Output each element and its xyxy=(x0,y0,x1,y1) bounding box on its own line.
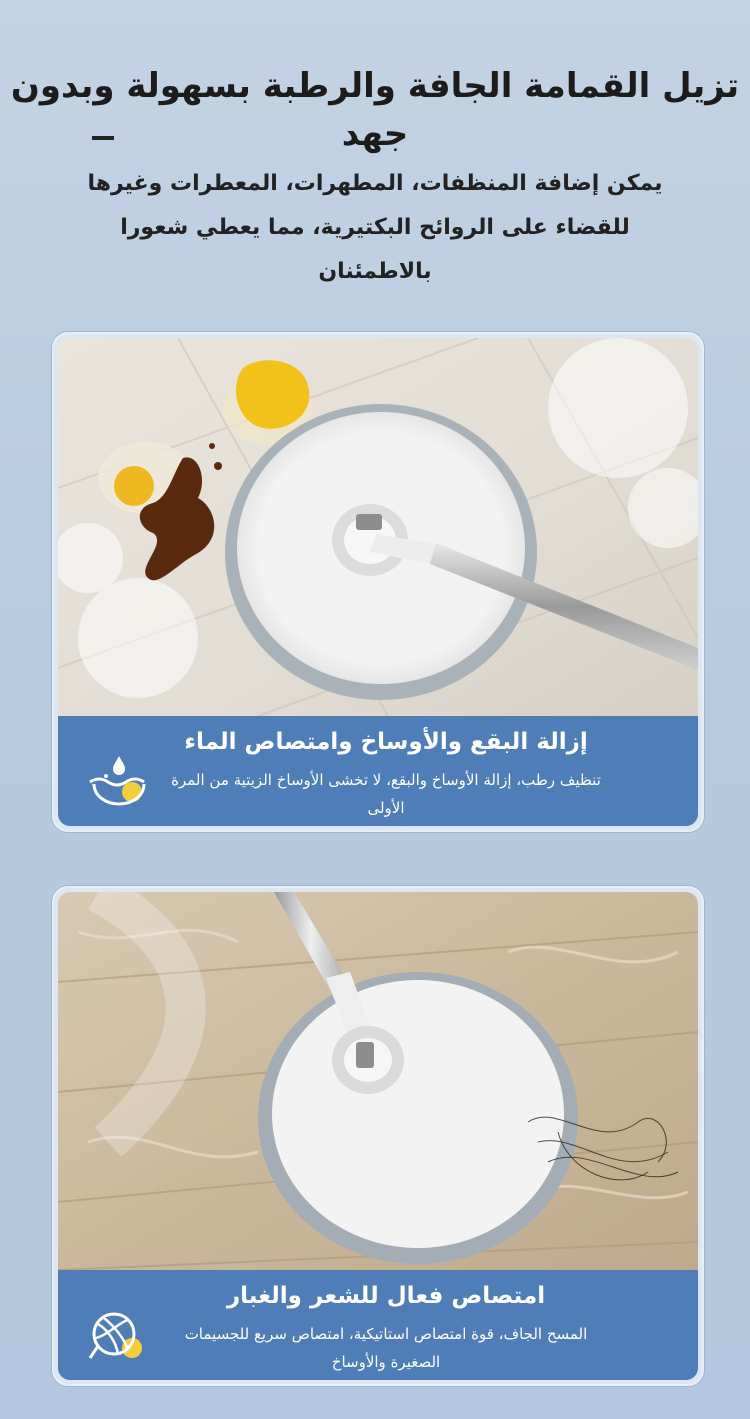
water-drop-wave-icon xyxy=(86,754,152,810)
page-subtitle: يمكن إضافة المنظفات، المطهرات، المعطرات وغيرها للقضاء على الروائح البكتيرية، مما يعطي شعورا بالاطمئنان xyxy=(87,171,663,284)
feature-title: امتصاص فعال للشعر والغبار xyxy=(226,1283,546,1309)
title-dash xyxy=(92,136,114,140)
feature-title: إزالة البقع والأوساخ وامتصاص الماء xyxy=(184,729,588,755)
feature-card-wet-cleaning xyxy=(52,332,704,832)
page-title: تزيل القمامة الجافة والرطبة بسهولة وبدون جهد xyxy=(10,66,740,154)
feature-card-dry-cleaning xyxy=(52,886,704,1386)
feature-description: المسح الجاف، قوة امتصاص استاتيكية، امتصاص سريع للجسيمات الصغيرة والأوساخ xyxy=(184,1325,588,1371)
feature-banner-dry xyxy=(58,1270,698,1380)
wet-mop-photo xyxy=(58,338,698,716)
feature-description: تنظيف رطب، إزالة الأوساخ والبقع، لا تخشى الأوساخ الزيتية من المرة الأولى xyxy=(171,771,601,817)
feature-banner-wet xyxy=(58,716,698,826)
yarn-ball-icon xyxy=(86,1308,152,1364)
dry-mop-photo xyxy=(58,892,698,1270)
